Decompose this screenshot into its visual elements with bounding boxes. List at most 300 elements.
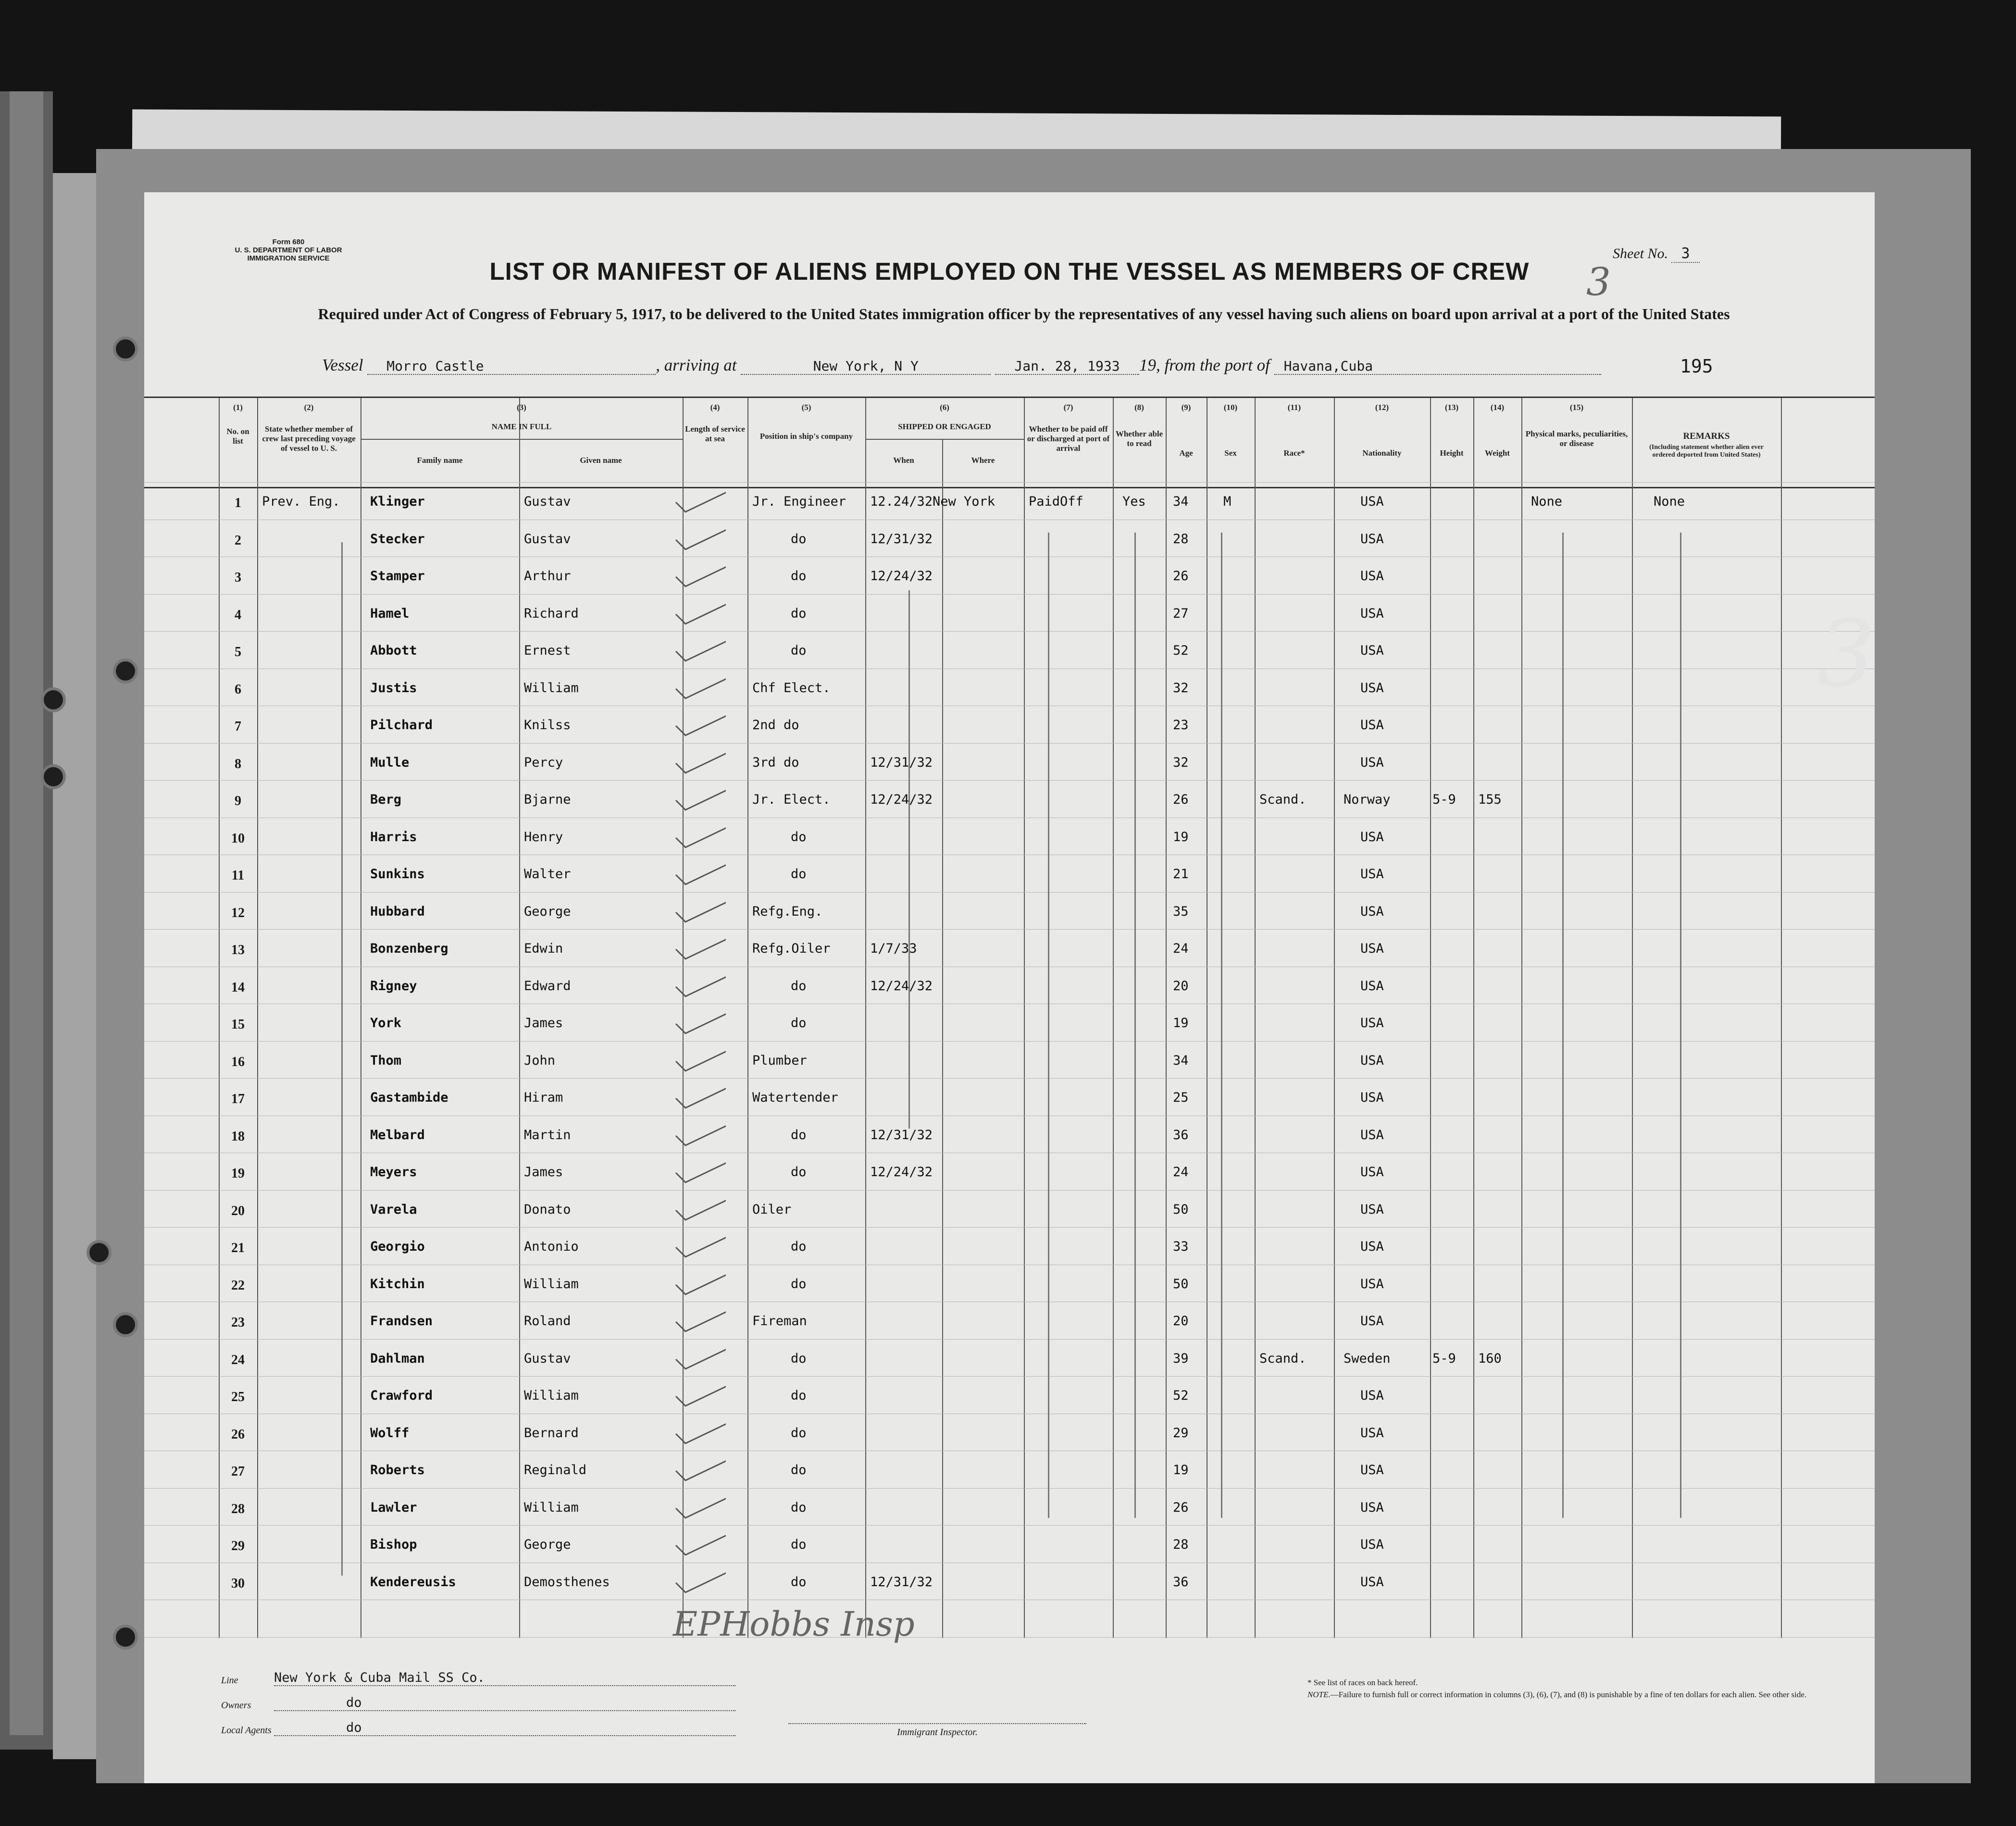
cell-nationality: USA bbox=[1360, 1127, 1384, 1143]
ledger-rule bbox=[144, 1339, 1875, 1340]
cell-where: New York bbox=[933, 494, 996, 509]
cell-position: do bbox=[791, 1425, 807, 1441]
row-number: 22 bbox=[231, 1278, 245, 1293]
col-length-service-label: Length of service at sea bbox=[685, 424, 745, 443]
manifest-subtitle: Required under Act of Congress of February 5, 1917, to be delivered to the United States immigration officer by the representatives of any vessel having such aliens on board upon arrival at a port of the United States bbox=[318, 305, 1730, 323]
cell-age: 20 bbox=[1173, 978, 1189, 994]
manifest-footer bbox=[144, 1641, 1875, 1783]
cell-position: do bbox=[791, 1016, 807, 1031]
check-mark bbox=[673, 673, 726, 702]
department-name: U. S. DEPARTMENT OF LABOR bbox=[235, 246, 342, 254]
cell-given: Edward bbox=[524, 978, 571, 994]
check-mark bbox=[673, 859, 726, 888]
cell-position: do bbox=[791, 531, 807, 547]
column-divider bbox=[942, 439, 943, 1638]
cell-position: do bbox=[791, 1351, 807, 1366]
row-number: 23 bbox=[231, 1315, 245, 1330]
cell-nationality: Sweden bbox=[1344, 1351, 1391, 1366]
cell-given: William bbox=[524, 1388, 579, 1403]
cell-position: do bbox=[791, 643, 807, 658]
row-number: 24 bbox=[231, 1352, 245, 1367]
cell-nationality: USA bbox=[1360, 680, 1384, 696]
cell-age: 52 bbox=[1173, 643, 1189, 658]
row-number: 14 bbox=[231, 980, 245, 995]
column-divider bbox=[1430, 398, 1431, 1638]
column-divider bbox=[1781, 398, 1782, 1638]
cell-race: Scand. bbox=[1259, 1351, 1307, 1366]
cell-age: 28 bbox=[1173, 1537, 1189, 1552]
cell-family: Rigney bbox=[370, 978, 417, 994]
vessel-name: Morro Castle bbox=[367, 358, 656, 375]
ledger-rule bbox=[144, 929, 1875, 930]
punch-hole bbox=[87, 1240, 112, 1265]
cell-family: Abbott bbox=[370, 643, 417, 658]
cell-nationality: USA bbox=[1360, 1574, 1384, 1590]
row-number: 27 bbox=[231, 1464, 245, 1479]
arriving-label: , arriving at bbox=[656, 356, 737, 374]
column-divider bbox=[1632, 398, 1633, 1638]
cell-when: 12/24/32 bbox=[870, 1165, 933, 1180]
ledger-rule bbox=[144, 482, 1875, 483]
binder-hole bbox=[41, 687, 66, 712]
cell-nationality: USA bbox=[1360, 1165, 1384, 1180]
row-number: 6 bbox=[235, 682, 241, 697]
col-nationality-number: (12) bbox=[1375, 403, 1389, 412]
column-divider bbox=[519, 439, 520, 1638]
row-number: 4 bbox=[235, 607, 241, 622]
cell-age: 26 bbox=[1173, 792, 1189, 807]
cell-family: Meyers bbox=[370, 1165, 417, 1180]
cell-given: Edwin bbox=[524, 941, 563, 956]
local-agents-value: do bbox=[274, 1720, 735, 1736]
col-sex-number: (10) bbox=[1223, 403, 1238, 412]
cell-position: do bbox=[791, 1537, 807, 1552]
row-number: 28 bbox=[231, 1501, 245, 1516]
cell-given: Martin bbox=[524, 1127, 571, 1143]
col-weight-number: (14) bbox=[1490, 403, 1505, 412]
cell-given: Henry bbox=[524, 829, 563, 845]
cell-age: 36 bbox=[1173, 1574, 1189, 1590]
check-mark bbox=[673, 599, 726, 628]
sheet-number-value: 3 bbox=[1671, 245, 1699, 263]
row-number: 13 bbox=[231, 943, 245, 957]
cell-nationality: USA bbox=[1360, 1239, 1384, 1254]
cell-given: William bbox=[524, 1500, 579, 1515]
cell-nationality: USA bbox=[1360, 718, 1384, 733]
handwritten-margin-number: 3 bbox=[1817, 601, 1875, 707]
punch-hole bbox=[113, 658, 138, 683]
cell-position: do bbox=[791, 1276, 807, 1292]
cell-age: 36 bbox=[1173, 1127, 1189, 1143]
ditto-stroke bbox=[1134, 533, 1136, 1518]
cell-given: Bernard bbox=[524, 1425, 579, 1441]
from-port-label: , from the port of bbox=[1156, 356, 1270, 374]
ledger-rule bbox=[144, 892, 1875, 893]
cell-given: Percy bbox=[524, 755, 563, 770]
cell-given: Gustav bbox=[524, 531, 571, 547]
cell-when: 12/31/32 bbox=[870, 531, 933, 547]
ledger-rule bbox=[144, 1376, 1875, 1377]
cell-nationality: USA bbox=[1360, 531, 1384, 547]
cell-family: Hubbard bbox=[370, 904, 425, 919]
check-mark bbox=[673, 1046, 726, 1075]
cell-given: William bbox=[524, 1276, 579, 1292]
cell-nationality: USA bbox=[1360, 1053, 1384, 1068]
col-physical-marks-number: (15) bbox=[1569, 403, 1584, 412]
cell-given: Arthur bbox=[524, 569, 571, 584]
cell-nationality: USA bbox=[1360, 1537, 1384, 1552]
column-divider bbox=[1166, 398, 1167, 1638]
row-number: 21 bbox=[231, 1241, 245, 1255]
cell-position: Refg.Oiler bbox=[752, 941, 831, 956]
cell-given: Hiram bbox=[524, 1090, 563, 1105]
cell-nationality: USA bbox=[1360, 569, 1384, 584]
col-no-number: (1) bbox=[233, 403, 243, 412]
check-mark bbox=[673, 1008, 726, 1037]
cell-position: do bbox=[791, 1463, 807, 1478]
column-divider bbox=[1113, 398, 1114, 1638]
row-number: 5 bbox=[235, 645, 241, 659]
arrival-port: New York, N Y bbox=[741, 358, 991, 375]
cell-position: Refg.Eng. bbox=[752, 904, 823, 919]
check-mark bbox=[673, 748, 726, 777]
col-shipped-number: (6) bbox=[940, 403, 949, 412]
ledger-rule bbox=[144, 780, 1875, 781]
check-mark bbox=[673, 785, 726, 814]
punch-hole bbox=[113, 1625, 138, 1650]
cell-family: Melbard bbox=[370, 1127, 425, 1143]
cell-position: Chf Elect. bbox=[752, 680, 831, 696]
ledger-rule bbox=[144, 1525, 1875, 1526]
cell-family: Stecker bbox=[370, 531, 425, 547]
cell-nationality: USA bbox=[1360, 978, 1384, 994]
cell-age: 19 bbox=[1173, 1463, 1189, 1478]
cell-weight: 160 bbox=[1478, 1351, 1502, 1366]
cell-given: Demosthenes bbox=[524, 1574, 610, 1590]
cell-when: 12/24/32 bbox=[870, 792, 933, 807]
cell-given: Gustav bbox=[524, 494, 571, 509]
ledger-rule bbox=[144, 1190, 1875, 1191]
row-number: 15 bbox=[231, 1017, 245, 1032]
cell-given: Reginald bbox=[524, 1463, 587, 1478]
cell-given: George bbox=[524, 1537, 571, 1552]
col-nationality-label: Nationality bbox=[1362, 448, 1402, 458]
col-name-label: NAME IN FULL bbox=[491, 422, 552, 431]
check-mark bbox=[673, 1418, 726, 1447]
col-sex-label: Sex bbox=[1224, 448, 1237, 458]
cell-nationality: USA bbox=[1360, 1276, 1384, 1292]
cell-family: Crawford bbox=[370, 1388, 433, 1403]
col-read-label: Whether able to read bbox=[1115, 429, 1163, 448]
ledger-rule bbox=[144, 1041, 1875, 1042]
cell-nationality: USA bbox=[1360, 643, 1384, 658]
cell-given: Roland bbox=[524, 1314, 571, 1329]
cell-family: Kendereusis bbox=[370, 1574, 456, 1590]
col-shipped-label: SHIPPED OR ENGAGED bbox=[898, 422, 991, 431]
vessel-line bbox=[322, 356, 1601, 375]
cell-age: 35 bbox=[1173, 904, 1189, 919]
cell-family: Sunkins bbox=[370, 867, 425, 882]
col-height-label: Height bbox=[1440, 448, 1464, 458]
cell-when: 12/31/32 bbox=[870, 1574, 933, 1590]
cell-position: do bbox=[791, 606, 807, 621]
column-divider bbox=[1255, 398, 1256, 1638]
cell-position: do bbox=[791, 1388, 807, 1403]
inspector-signature: EPHobbs Insp bbox=[673, 1604, 915, 1644]
column-divider bbox=[865, 398, 866, 1638]
cell-family: Lawler bbox=[370, 1500, 417, 1515]
cell-family: Pilchard bbox=[370, 718, 433, 733]
cell-paid: PaidOff bbox=[1029, 494, 1083, 509]
check-mark bbox=[673, 971, 726, 1000]
cell-age: 34 bbox=[1173, 1053, 1189, 1068]
col-no-label: No. on list bbox=[226, 427, 249, 446]
row-number: 16 bbox=[231, 1054, 245, 1069]
year-label: 19 bbox=[1139, 356, 1156, 374]
check-mark bbox=[673, 1493, 726, 1522]
line-value: New York & Cuba Mail SS Co. bbox=[274, 1670, 735, 1686]
cell-position: do bbox=[791, 829, 807, 845]
col-physical-marks-label: Physical marks, peculiarities, or disease bbox=[1525, 429, 1628, 448]
cell-given: Bjarne bbox=[524, 792, 571, 807]
cell-family: Stamper bbox=[370, 569, 425, 584]
cell-given: Donato bbox=[524, 1202, 571, 1217]
cell-family: Kitchin bbox=[370, 1276, 425, 1292]
cell-family: Gastambide bbox=[370, 1090, 448, 1105]
note-label: NOTE. bbox=[1307, 1690, 1331, 1699]
cell-age: 26 bbox=[1173, 1500, 1189, 1515]
owners-label: Owners bbox=[221, 1700, 251, 1711]
cell-given: William bbox=[524, 680, 579, 696]
cell-age: 24 bbox=[1173, 1165, 1189, 1180]
cell-position: 3rd do bbox=[752, 755, 799, 770]
cell-age: 50 bbox=[1173, 1276, 1189, 1292]
row-number: 18 bbox=[231, 1129, 245, 1144]
col-age-number: (9) bbox=[1181, 403, 1191, 412]
cell-age: 52 bbox=[1173, 1388, 1189, 1403]
cell-nationality: USA bbox=[1360, 829, 1384, 845]
check-mark bbox=[673, 1120, 726, 1149]
ledger-rule bbox=[144, 1078, 1875, 1079]
punch-hole bbox=[113, 336, 138, 361]
cell-nationality: USA bbox=[1360, 1500, 1384, 1515]
cell-prev: Prev. Eng. bbox=[262, 494, 340, 509]
check-mark bbox=[673, 897, 726, 926]
header-subdivider bbox=[865, 439, 1024, 440]
col-remarks-sublabel: (Including statement whether alien ever ordered deported from United States) bbox=[1649, 444, 1764, 459]
cell-position: Watertender bbox=[752, 1090, 838, 1105]
cell-read: Yes bbox=[1122, 494, 1146, 509]
cell-family: Hamel bbox=[370, 606, 410, 621]
column-divider bbox=[747, 398, 748, 1638]
cell-nationality: USA bbox=[1360, 494, 1384, 509]
cell-given: George bbox=[524, 904, 571, 919]
ditto-stroke bbox=[1562, 533, 1564, 1518]
cell-family: Berg bbox=[370, 792, 402, 807]
cell-position: do bbox=[791, 1574, 807, 1590]
cell-given: Richard bbox=[524, 606, 579, 621]
cell-weight: 155 bbox=[1478, 792, 1502, 807]
cell-position: do bbox=[791, 1127, 807, 1143]
cell-given: Antonio bbox=[524, 1239, 579, 1254]
cell-given: Gustav bbox=[524, 1351, 571, 1366]
form-number: Form 680 bbox=[272, 238, 305, 246]
row-number: 17 bbox=[231, 1092, 245, 1106]
check-mark bbox=[673, 1455, 726, 1484]
cell-age: 33 bbox=[1173, 1239, 1189, 1254]
cell-position: Plumber bbox=[752, 1053, 807, 1068]
ledger-rule bbox=[144, 743, 1875, 744]
row-number: 9 bbox=[235, 794, 241, 808]
ledger-rule bbox=[144, 594, 1875, 595]
cell-nationality: USA bbox=[1360, 606, 1384, 621]
local-agents-label: Local Agents bbox=[221, 1725, 272, 1736]
cell-nationality: USA bbox=[1360, 867, 1384, 882]
cell-age: 19 bbox=[1173, 1016, 1189, 1031]
col-remarks-label: REMARKS bbox=[1683, 431, 1730, 441]
cell-nationality: USA bbox=[1360, 1016, 1384, 1031]
col-given-name: Given name bbox=[580, 456, 622, 465]
col-weight-label: Weight bbox=[1485, 448, 1510, 458]
manifest-sheet bbox=[144, 192, 1875, 1783]
penalty-note bbox=[1307, 1689, 1836, 1700]
binder-hole bbox=[41, 764, 66, 789]
cell-remarks: None bbox=[1654, 494, 1685, 509]
cell-race: Scand. bbox=[1259, 792, 1307, 807]
check-mark bbox=[673, 1381, 726, 1410]
check-mark bbox=[673, 822, 726, 851]
handwritten-circled-number: 3 bbox=[1586, 260, 1611, 304]
cell-position: Oiler bbox=[752, 1202, 792, 1217]
col-paid-off-number: (7) bbox=[1063, 403, 1073, 412]
cell-age: 34 bbox=[1173, 494, 1189, 509]
row-number: 7 bbox=[235, 719, 241, 734]
col-read-number: (8) bbox=[1134, 403, 1144, 412]
cell-family: Wolff bbox=[370, 1425, 410, 1441]
cell-age: 26 bbox=[1173, 569, 1189, 584]
ledger-rule bbox=[144, 1227, 1875, 1228]
col-name-number: (3) bbox=[517, 403, 526, 412]
cell-age: 32 bbox=[1173, 755, 1189, 770]
row-number: 8 bbox=[235, 756, 241, 771]
cell-position: Fireman bbox=[752, 1314, 807, 1329]
cell-when: 12/24/32 bbox=[870, 569, 933, 584]
cell-when: 12.24/32 bbox=[870, 494, 933, 509]
column-divider bbox=[1473, 398, 1474, 1638]
owners-value: do bbox=[274, 1695, 735, 1711]
row-number: 1 bbox=[235, 496, 241, 510]
manifest-title: LIST OR MANIFEST OF ALIENS EMPLOYED ON THE VESSEL AS MEMBERS OF CREW bbox=[489, 258, 1530, 285]
note-text: —Failure to furnish full or correct information in columns (3), (6), (7), and (8) is punishable by a fine of ten dollars for each alien. See other side. bbox=[1330, 1690, 1807, 1699]
cell-given: Knilss bbox=[524, 718, 571, 733]
col-race-number: (11) bbox=[1287, 403, 1301, 412]
cell-family: Bishop bbox=[370, 1537, 417, 1552]
ledger-rule bbox=[144, 1637, 1875, 1638]
cell-family: Klinger bbox=[370, 494, 425, 509]
sheet-number-label: Sheet No. bbox=[1613, 246, 1668, 261]
cell-age: 50 bbox=[1173, 1202, 1189, 1217]
ledger-rule bbox=[144, 631, 1875, 632]
row-number: 29 bbox=[231, 1539, 245, 1553]
cell-nationality: USA bbox=[1360, 1425, 1384, 1441]
cell-position: do bbox=[791, 867, 807, 882]
col-race-label: Race* bbox=[1283, 448, 1305, 458]
cell-nationality: USA bbox=[1360, 1463, 1384, 1478]
page-code: 195 bbox=[1680, 356, 1713, 377]
cell-given: James bbox=[524, 1165, 563, 1180]
cell-given: Ernest bbox=[524, 643, 571, 658]
row-number: 12 bbox=[231, 905, 245, 920]
row-number: 30 bbox=[231, 1576, 245, 1591]
inspector-label: Immigrant Inspector. bbox=[897, 1727, 978, 1738]
departure-port: Havana,Cuba bbox=[1274, 358, 1601, 375]
cell-position: Jr. Engineer bbox=[752, 494, 846, 509]
check-mark bbox=[673, 934, 726, 963]
row-number: 10 bbox=[231, 831, 245, 846]
col-height-number: (13) bbox=[1444, 403, 1459, 412]
vessel-label: Vessel bbox=[322, 356, 363, 374]
cell-position: do bbox=[791, 1165, 807, 1180]
check-mark bbox=[673, 710, 726, 739]
check-mark bbox=[673, 1567, 726, 1596]
cell-when: 12/24/32 bbox=[870, 978, 933, 994]
cell-age: 28 bbox=[1173, 531, 1189, 547]
col-length-service-number: (4) bbox=[710, 403, 720, 412]
check-mark bbox=[673, 561, 726, 590]
punch-hole bbox=[113, 1312, 138, 1337]
ditto-stroke bbox=[1221, 533, 1222, 1518]
cell-age: 29 bbox=[1173, 1425, 1189, 1441]
cell-position: 2nd do bbox=[752, 718, 799, 733]
line-label: Line bbox=[221, 1675, 238, 1686]
cell-family: Georgio bbox=[370, 1239, 425, 1254]
race-note: * See list of races on back hereof. bbox=[1307, 1678, 1418, 1687]
cell-family: York bbox=[370, 1016, 402, 1031]
column-divider bbox=[1334, 398, 1335, 1638]
col-prev-voyage-number: (2) bbox=[304, 403, 314, 412]
ditto-stroke bbox=[1048, 533, 1049, 1518]
cell-family: Justis bbox=[370, 680, 417, 696]
check-mark bbox=[673, 1232, 726, 1261]
cell-nationality: USA bbox=[1360, 1202, 1384, 1217]
cell-when: 12/31/32 bbox=[870, 1127, 933, 1143]
ditto-stroke bbox=[341, 542, 343, 1576]
header-subdivider bbox=[361, 439, 683, 440]
col-when: When bbox=[893, 456, 914, 465]
check-mark bbox=[673, 1344, 726, 1373]
cell-family: Bonzenberg bbox=[370, 941, 448, 956]
column-divider bbox=[1521, 398, 1522, 1638]
cell-given: Walter bbox=[524, 867, 571, 882]
check-mark bbox=[673, 1157, 726, 1186]
cell-family: Harris bbox=[370, 829, 417, 845]
row-number: 3 bbox=[235, 570, 241, 585]
ledger-rule bbox=[144, 1488, 1875, 1489]
cell-age: 24 bbox=[1173, 941, 1189, 956]
cell-nationality: USA bbox=[1360, 755, 1384, 770]
ditto-stroke bbox=[908, 590, 910, 1129]
cell-marks: None bbox=[1531, 494, 1563, 509]
column-divider bbox=[1024, 398, 1025, 1638]
cell-nationality: USA bbox=[1360, 1388, 1384, 1403]
cell-age: 25 bbox=[1173, 1090, 1189, 1105]
cell-nationality: USA bbox=[1360, 941, 1384, 956]
cell-age: 39 bbox=[1173, 1351, 1189, 1366]
cell-nationality: USA bbox=[1360, 1090, 1384, 1105]
check-mark bbox=[673, 1269, 726, 1298]
cell-age: 19 bbox=[1173, 829, 1189, 845]
cell-height: 5-9 bbox=[1432, 1351, 1456, 1366]
